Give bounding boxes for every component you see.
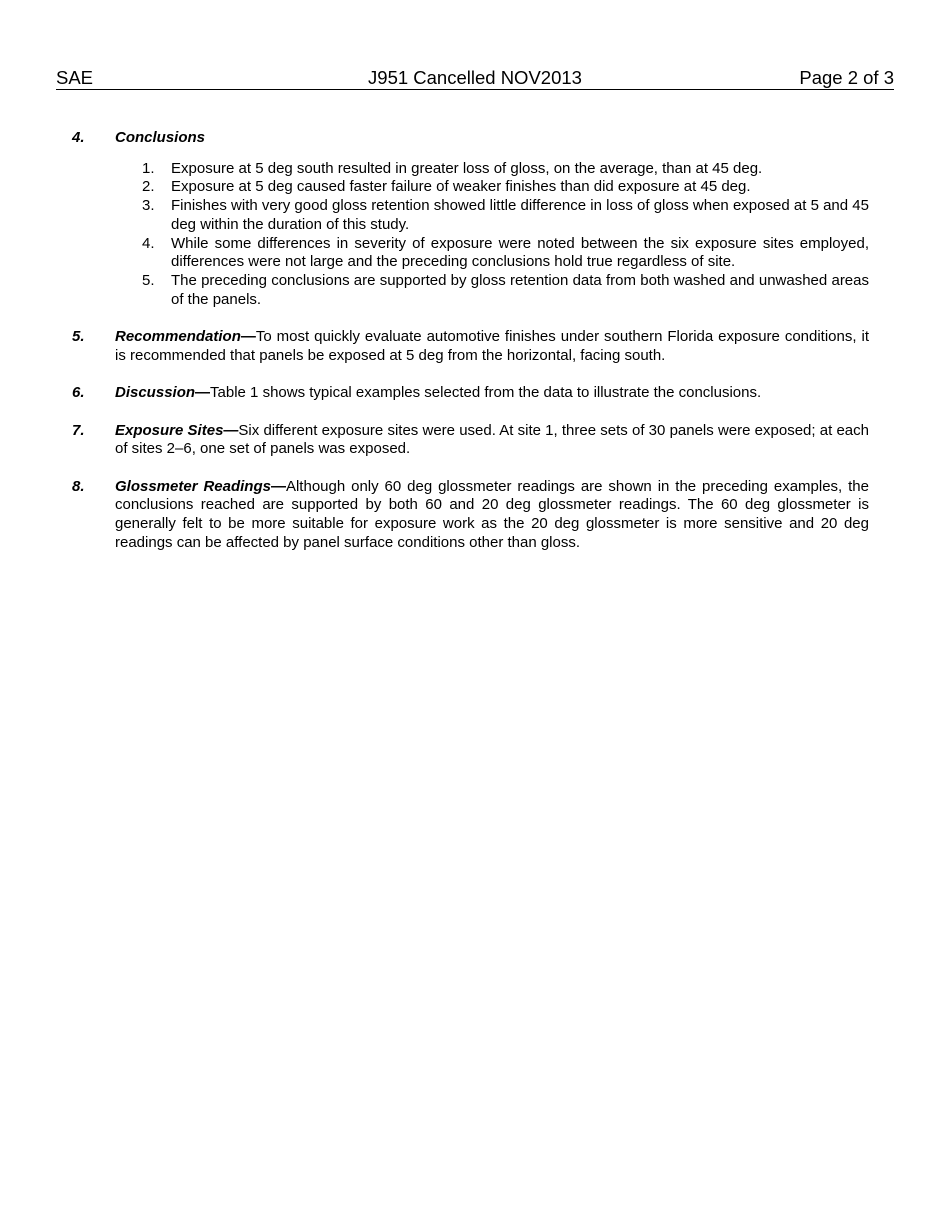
list-item xyxy=(115,178,869,197)
section-text: Although only 60 deg glossmeter readings are shown in the preceding examples, the conclusions reached are supported by both 60 and 20 deg glossmeter readings. The 60 deg glossmeter is generally felt to be more suitable for exposure work as the 20 deg glossmeter is more sensitive and 20 deg readings can be affected by panel surface conditions other than gloss. xyxy=(115,477,869,551)
section-title: Exposure Sites xyxy=(115,421,224,439)
list-item-number: 5. xyxy=(142,271,155,289)
section-number: 5. xyxy=(72,328,85,346)
section-recommendation xyxy=(72,328,869,365)
header-document-id: J951 Cancelled NOV2013 xyxy=(368,67,582,88)
section-dash: — xyxy=(270,477,286,495)
section-text: To most quickly evaluate automotive finishes under southern Florida exposure conditions, it is recommended that panels be exposed at 5 deg from the horizontal, facing south. xyxy=(115,328,869,364)
header-org: SAE xyxy=(56,67,94,88)
section-number: 4. xyxy=(72,129,85,146)
list-item xyxy=(115,197,869,234)
section-conclusions xyxy=(72,129,869,309)
section-title: Conclusions xyxy=(115,129,206,146)
list-item-number: 4. xyxy=(142,234,155,252)
section-number: 8. xyxy=(72,477,85,495)
list-item xyxy=(115,272,869,309)
section-title: Glossmeter Readings xyxy=(115,477,271,495)
section-number: 7. xyxy=(72,421,85,439)
document-body xyxy=(72,129,869,571)
section-discussion xyxy=(72,384,869,403)
section-title: Recommendation xyxy=(115,328,241,346)
section-dash: — xyxy=(223,421,239,439)
list-item xyxy=(115,235,869,272)
list-item xyxy=(115,160,869,179)
conclusions-list xyxy=(115,160,869,310)
section-exposure-sites xyxy=(72,422,869,459)
section-glossmeter-readings xyxy=(72,478,869,553)
page-header xyxy=(56,67,894,90)
list-item-text: Exposure at 5 deg south resulted in greater loss of gloss, on the average, than at 45 deg. xyxy=(171,159,763,177)
section-dash: — xyxy=(195,384,211,402)
list-item-text: While some differences in severity of exposure were noted between the six exposure sites employed, differences were not large and the preceding conclusions hold true regardless of site. xyxy=(171,234,869,271)
list-item-text: The preceding conclusions are supported by gloss retention data from both washed and unwashed areas of the panels. xyxy=(171,271,869,308)
header-page-number: Page 2 of 3 xyxy=(799,67,894,88)
list-item-text: Finishes with very good gloss retention showed little difference in loss of gloss when exposed at 5 and 45 deg within the duration of this study. xyxy=(171,197,869,233)
section-text: Table 1 shows typical examples selected from the data to illustrate the conclusions. xyxy=(210,384,762,402)
list-item-number: 3. xyxy=(142,197,155,215)
section-number: 6. xyxy=(72,384,85,402)
list-item-number: 1. xyxy=(142,159,155,177)
section-text: Six different exposure sites were used. At site 1, three sets of 30 panels were exposed; at each of sites 2–6, one set of panels was exposed. xyxy=(115,421,869,458)
section-title: Discussion xyxy=(115,384,196,402)
list-item-text: Exposure at 5 deg caused faster failure of weaker finishes than did exposure at 45 deg. xyxy=(171,178,751,196)
section-dash: — xyxy=(240,328,256,346)
list-item-number: 2. xyxy=(142,178,155,196)
